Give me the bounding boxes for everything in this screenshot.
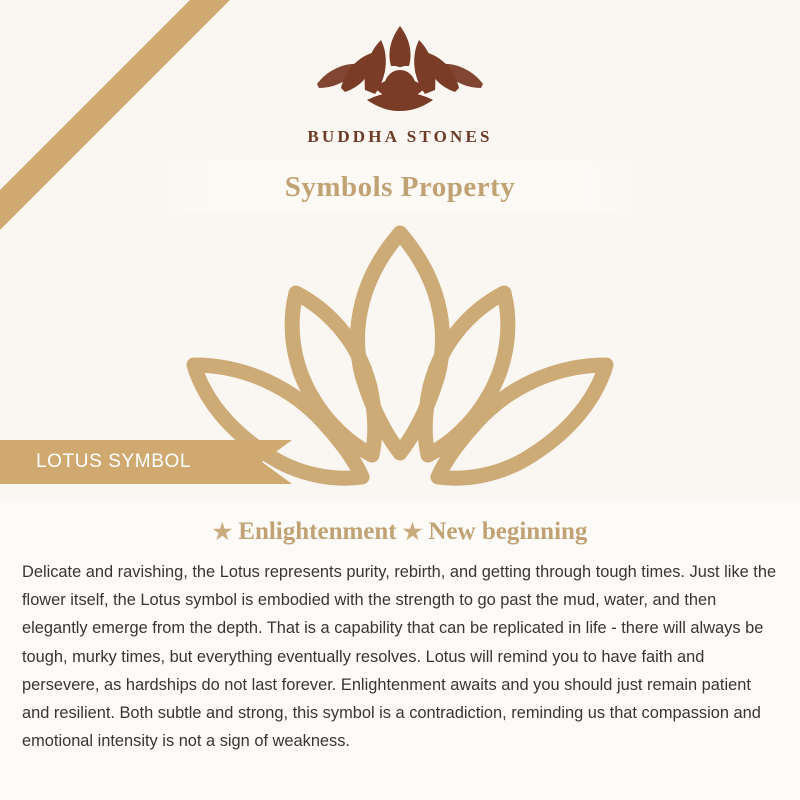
description-paragraph: Delicate and ravishing, the Lotus represents purity, rebirth, and getting through tough times. Just like the flower itself, the Lotus symbol is embodied with the strength to go past the mud, water, and then elegantly emerge from the depth. That is a capability that can be replicated in life - there will always be tough, murky times, but everything eventually resolves. Lotus will remind you to have faith and persevere, as hardships do not last forever. Enlightenment awaits and you should just remain patient and resilient. Both subtle and strong, this symbol is a contradiction, reminding us that compassion and emotional intensity is not a sign of weakness. <box>22 563 777 751</box>
lotus-symbol-ribbon <box>0 440 262 484</box>
brand-name: BUDDHA STONES <box>307 127 493 146</box>
lotus-meditation-figure-icon <box>0 18 800 123</box>
star-icon-left: ★ <box>212 519 233 544</box>
title-band <box>165 161 635 213</box>
ribbon-label: LOTUS SYMBOL <box>36 451 192 472</box>
headline <box>22 518 778 546</box>
headline-new-beginning: New beginning <box>428 518 588 545</box>
brand-block <box>0 0 800 147</box>
page-title: Symbols Property <box>284 170 516 203</box>
star-icon-right: ★ <box>402 519 423 544</box>
description-panel <box>0 500 800 800</box>
headline-enlightenment: Enlightenment <box>238 518 397 545</box>
